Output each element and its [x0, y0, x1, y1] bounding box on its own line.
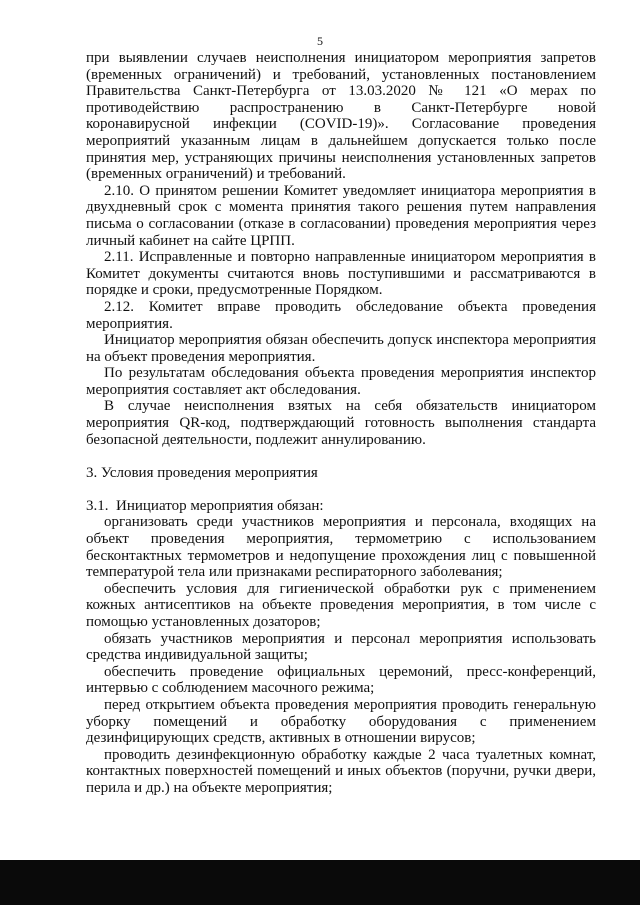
paragraph-2-10: 2.10. О принятом решении Комитет уведомляет инициатора мероприятия в двухдневный срок с момента принятия такого решения путем направления письма о согласовании (отказе в согласовании) проведения мероприятия через личный кабинет на сайте ЦРПП.: [86, 182, 596, 249]
subsection-text: Инициатор мероприятия обязан:: [116, 497, 324, 514]
list-item: проводить дезинфекционную обработку каждые 2 часа туалетных комнат, контактных поверхностей помещений и иных объектов (поручни, ручки двери, перила и др.) на объекте мероприятия;: [86, 746, 596, 796]
paragraph-2-12: 2.12. Комитет вправе проводить обследование объекта проведения мероприятия.: [86, 298, 596, 332]
paragraph: В случае неисполнения взятых на себя обязательств инициатором мероприятия QR-код, подтверждающий готовность выполнения стандарта безопасной деятельности, подлежит аннулированию.: [86, 398, 596, 448]
paragraph: при выявлении случаев неисполнения инициатором мероприятия запретов (временных ограничений) и требований, установленных постановлением Правительства Санкт-Петербурга от 13.03.2020 № 121 «О мерах по противодействию распространению в Санкт-Петербурге новой коронавирусной инфекции (COVID-19)». Согласование проведения мероприятий указанным лицам в дальнейшем допускается только после принятия мер, устраняющих причины неисполнения установленных запретов (временных ограничений) и требований.: [86, 50, 596, 183]
document-body: [86, 50, 596, 797]
paragraph: Инициатор мероприятия обязан обеспечить допуск инспектора мероприятия на объект проведения мероприятия.: [86, 332, 596, 365]
subsection-heading: [86, 498, 596, 515]
subsection-number: 3.1.: [86, 497, 109, 514]
list-item: обеспечить условия для гигиенической обработки рук с применением кожных антисептиков на объекте проведения мероприятия, в том числе с помощью установленных дозаторов;: [86, 580, 596, 630]
section-heading: 3. Условия проведения мероприятия: [86, 465, 318, 482]
list-item: перед открытием объекта проведения мероприятия проводить генеральную уборку помещений и обработку оборудования с применением дезинфицирующих средств, активных в отношении вирусов;: [86, 696, 596, 747]
list-item: организовать среди участников мероприятия и персонала, входящих на объект проведения мероприятия, термометрию с использованием бесконтактных термометров и недопущение прохождения лиц с повышенной температурой тела или признаками респираторного заболевания;: [86, 514, 596, 581]
page-number: 5: [317, 34, 323, 48]
scan-border: [0, 860, 640, 905]
paragraph-2-11: 2.11. Исправленные и повторно направленные инициатором мероприятия в Комитет документы считаются вновь поступившими и рассматриваются в порядке и сроки, предусмотренные Порядком.: [86, 249, 596, 299]
list-item: обеспечить проведение официальных церемоний, пресс-конференций, интервью с соблюдением масочного режима;: [86, 663, 596, 697]
paragraph: По результатам обследования объекта проведения мероприятия инспектор мероприятия составляет акт обследования.: [86, 365, 596, 398]
list-item: обязать участников мероприятия и персонал мероприятия использовать средства индивидуальной защиты;: [86, 630, 596, 664]
